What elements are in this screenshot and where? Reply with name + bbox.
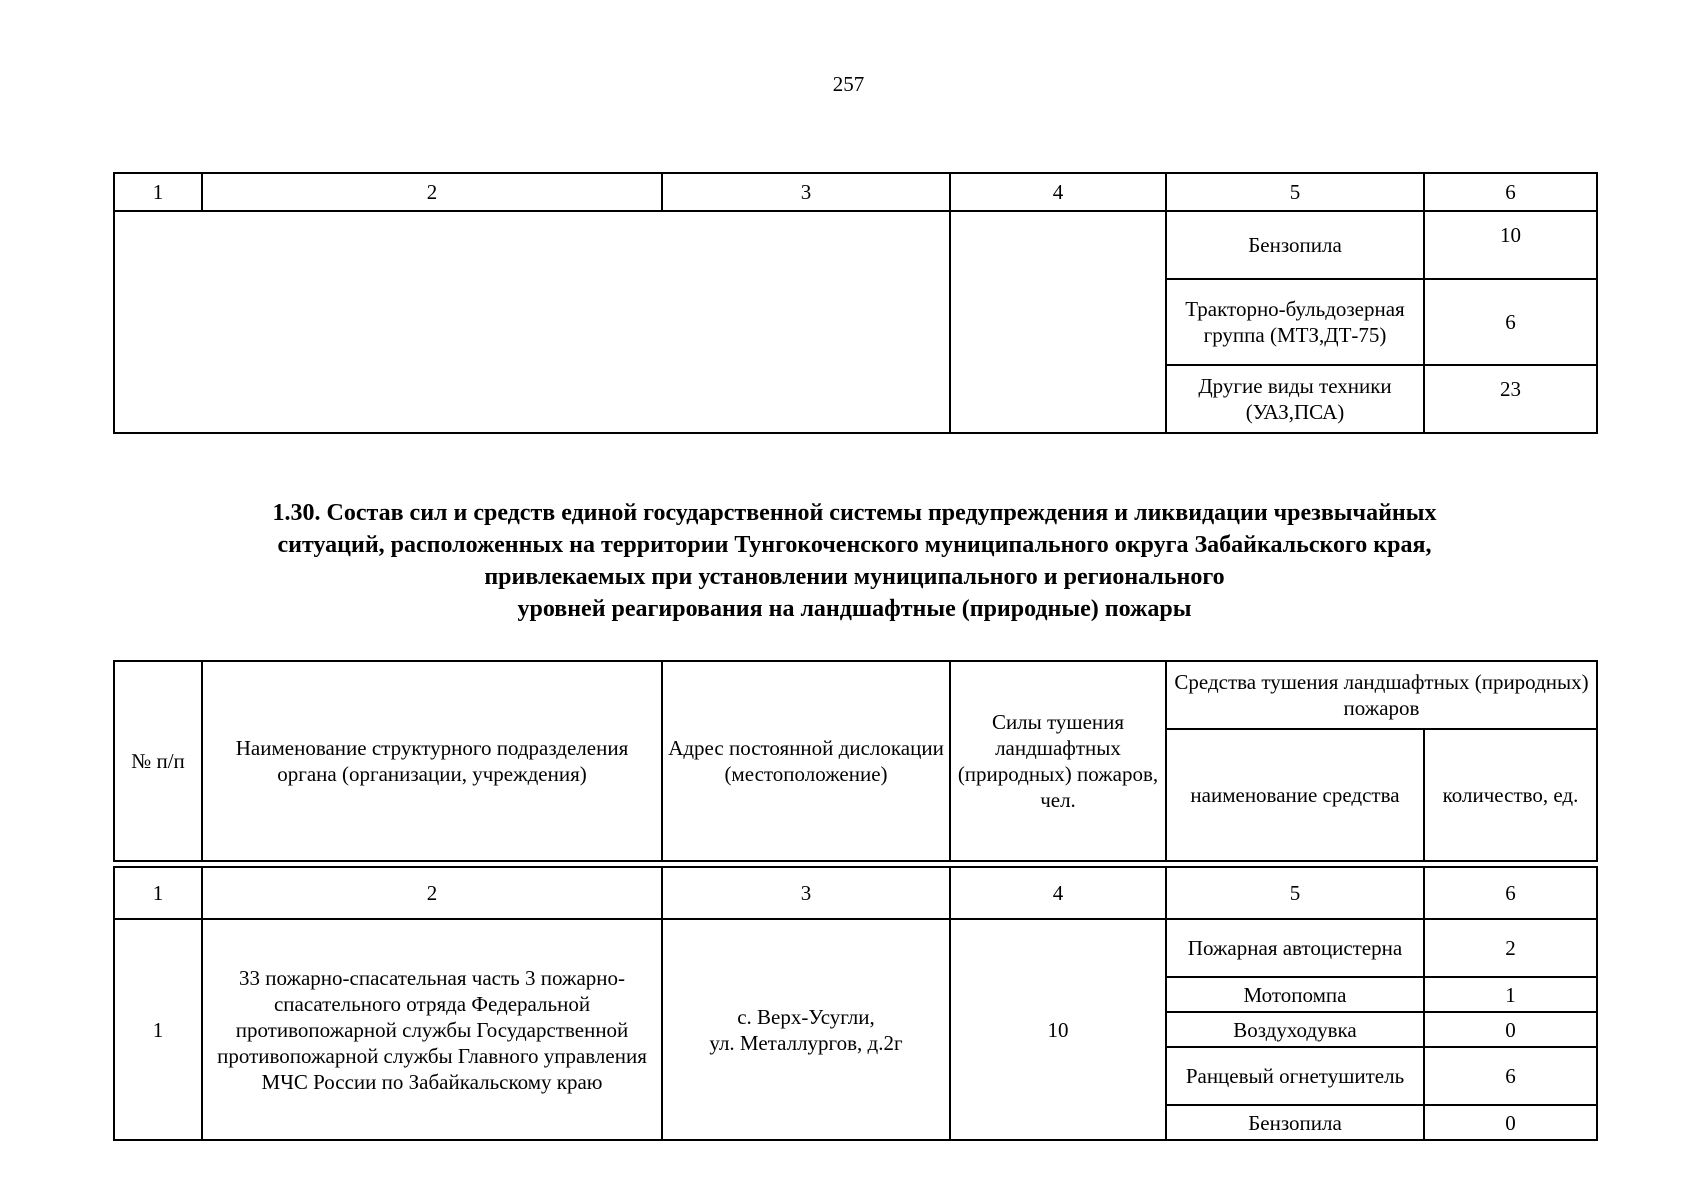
col-number-cell: 1 — [114, 867, 202, 919]
col-number-cell: 5 — [1166, 173, 1424, 211]
col-number-cell: 3 — [662, 867, 950, 919]
continuation-table — [113, 172, 1598, 434]
equipment-qty-cell: 1 — [1424, 977, 1597, 1012]
equipment-qty-cell: 6 — [1424, 1047, 1597, 1105]
heading-line: привлекаемых при установлении муниципального и регионального — [484, 564, 1225, 590]
col-number-cell: 1 — [114, 173, 202, 211]
equipment-qty-cell: 2 — [1424, 919, 1597, 977]
column-number-row — [114, 173, 1597, 211]
table-row — [114, 211, 1597, 279]
main-table — [113, 866, 1598, 1141]
header-equipment-qty: количество, ед. — [1424, 729, 1597, 861]
forces-count: 10 — [950, 919, 1166, 1140]
col-number-cell: 3 — [662, 173, 950, 211]
header-equipment-name: наименование средства — [1166, 729, 1424, 861]
equipment-qty-cell: 10 — [1424, 211, 1597, 279]
header-number: № п/п — [114, 661, 202, 861]
equipment-name-cell: Другие виды техники (УАЗ,ПСА) — [1166, 365, 1424, 433]
col-number-cell: 5 — [1166, 867, 1424, 919]
header-address: Адрес постоянной дислокации (местоположение) — [662, 661, 950, 861]
col-number-cell: 2 — [202, 173, 662, 211]
unit-name: 33 пожарно-спасательная часть 3 пожарно-спасательного отряда Федеральной противопожарной службы Государственной противопожарной службы Главного управления МЧС России по Забайкальскому краю — [202, 919, 662, 1140]
equipment-name-cell: Воздуходувка — [1166, 1012, 1424, 1047]
equipment-name-cell: Тракторно-бульдозерная группа (МТЗ,ДТ-75) — [1166, 279, 1424, 365]
header-means-group: Средства тушения ландшафтных (природных) пожаров — [1166, 661, 1597, 729]
equipment-qty-cell: 23 — [1424, 365, 1597, 433]
col-number-cell: 6 — [1424, 173, 1597, 211]
header-forces: Силы тушения ландшафтных (природных) пожаров, чел. — [950, 661, 1166, 861]
table-row — [114, 919, 1597, 977]
page-number: 257 — [832, 72, 865, 96]
col-number-cell: 6 — [1424, 867, 1597, 919]
heading-line: ситуаций, расположенных на территории Тунгокоченского муниципального округа Забайкальского края, — [277, 532, 1432, 558]
col-number-cell: 2 — [202, 867, 662, 919]
equipment-name-cell: Пожарная автоцистерна — [1166, 919, 1424, 977]
header-table — [113, 660, 1598, 862]
column-number-row — [114, 867, 1597, 919]
empty-merged-cell — [114, 211, 950, 433]
col-number-cell: 4 — [950, 173, 1166, 211]
equipment-qty-cell: 6 — [1424, 279, 1597, 365]
heading-line: 1.30. Состав сил и средств единой государственной системы предупреждения и ликвидации чрезвычайных — [272, 500, 1437, 526]
address — [662, 919, 950, 1140]
section-heading — [113, 497, 1596, 625]
equipment-name-cell: Ранцевый огнетушитель — [1166, 1047, 1424, 1105]
equipment-name-cell: Бензопила — [1166, 211, 1424, 279]
row-number: 1 — [114, 919, 202, 1140]
equipment-name-cell: Мотопомпа — [1166, 977, 1424, 1012]
equipment-qty-cell: 0 — [1424, 1012, 1597, 1047]
address-line: ул. Металлургов, д.2г — [709, 1030, 903, 1055]
heading-line: уровней реагирования на ландшафтные (природные) пожары — [517, 596, 1192, 622]
equipment-qty-cell: 0 — [1424, 1105, 1597, 1140]
address-line: с. Верх-Усугли, — [737, 1004, 875, 1029]
header-unit-name: Наименование структурного подразделения органа (организации, учреждения) — [202, 661, 662, 861]
empty-forces-cell — [950, 211, 1166, 433]
col-number-cell: 4 — [950, 867, 1166, 919]
equipment-name-cell: Бензопила — [1166, 1105, 1424, 1140]
